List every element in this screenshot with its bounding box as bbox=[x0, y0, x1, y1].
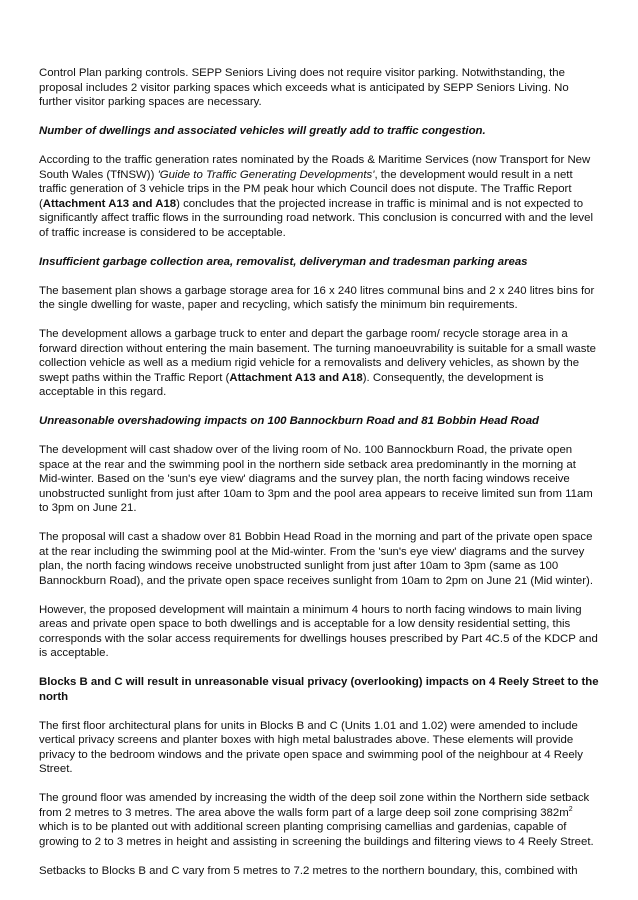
paragraph-privacy-setbacks: Setbacks to Blocks B and C vary from 5 metres to 7.2 metres to the northern boundary, this, combined with bbox=[39, 864, 578, 877]
guide-title: 'Guide to Traffic Generating Developments' bbox=[157, 168, 375, 181]
paragraph-intro: Control Plan parking controls. SEPP Seniors Living does not require visitor parking. Notwithstanding, the proposal includes 2 visitor parking spaces which exceeds what is anticipated by SEPP Seniors Living. No further visitor parking spaces are necessary. bbox=[39, 67, 569, 108]
superscript: 2 bbox=[568, 805, 573, 813]
attachment-reference: Attachment A13 and A18 bbox=[229, 371, 363, 384]
text-span: , the development would result in a nett traffic generation of 3 vehicle trips in the PM peak hour which Council does not dispute. The Traffic Report ( bbox=[39, 168, 573, 210]
text-span: ) concludes that the projected increase in traffic is minimal and is not expected to significantly affect traffic flows in the surrounding road network. This conclusion is concurred with and the level of traffic increase is considered to be acceptable. bbox=[39, 197, 593, 239]
heading-garbage-collection: Insufficient garbage collection area, removalist, deliveryman and tradesman parking areas bbox=[39, 255, 528, 268]
text-span: which is to be planted out with additional screen planting comprising camellias and gardenias, capable of growing to 2 to 3 metres in height and assisting in screening the buildings and filtering views to 4 Reely Street. bbox=[39, 821, 594, 848]
text-span: The development allows a garbage truck to enter and depart the garbage room/ recycle storage area in a forward direction without entering the main basement. The turning manoeuvrability is suitable for a small waste collection vehicle as well as a medium rigid vehicle for a removalists and delivery vehicles, as shown by the swept paths within the Traffic Report ( bbox=[39, 328, 596, 384]
heading-traffic-congestion: Number of dwellings and associated vehicles will greatly add to traffic congestion. bbox=[39, 125, 486, 137]
paragraph-shadow-bannockburn: The development will cast shadow over of the living room of No. 100 Bannockburn Road, the private open space at the rear and the swimming pool in the northern side setback area predominantly in the morning at Mid-winter. Based on the 'sun's eye view' diagrams and the survey plan, the north facing windows receive unobstructed sunlight from just after 10am to 3pm and the pool area appears to receive limited sun from 11am to 3pm on June 21. bbox=[39, 444, 593, 514]
paragraph-privacy-ground-floor bbox=[39, 791, 600, 849]
paragraph-shadow-bobbin-head: The proposal will cast a shadow over 81 Bobbin Head Road in the morning and part of the private open space at the rear including the swimming pool at the Mid-winter. From the 'sun's eye view' diagrams and the survey plan, the north facing windows receive unobstructed sunlight from just after 10am to 3pm (same as 100 Bannockburn Road), and the private open space receives sunlight from 10am to 2pm on June 21 (Mid winter). bbox=[39, 531, 594, 587]
paragraph-traffic bbox=[39, 153, 600, 240]
paragraph-garbage-bins: The basement plan shows a garbage storage area for 16 x 240 litres communal bins and 2 x 240 litres bins for the single dwelling for waste, paper and recycling, which satisfy the minimum bin requirements. bbox=[39, 284, 595, 311]
attachment-reference: Attachment A13 and A18 bbox=[42, 197, 177, 210]
text-span: According to the traffic generation rates nominated by the Roads & Maritime Services (now Transport for New South Wales (TfNSW)) bbox=[39, 154, 591, 181]
heading-visual-privacy: Blocks B and C will result in unreasonable visual privacy (overlooking) impacts on 4 Reely Street to the north bbox=[39, 676, 599, 703]
heading-overshadowing: Unreasonable overshadowing impacts on 100 Bannockburn Road and 81 Bobbin Head Road bbox=[39, 415, 540, 427]
paragraph-shadow-conclusion: However, the proposed development will maintain a minimum 4 hours to north facing windows to main living areas and private open space to both dwellings and is acceptable for a low density residential setting, this corresponds with the solar access requirements for dwellings houses prescribed by Part 4C.5 of the KDCP and is acceptable. bbox=[39, 603, 598, 659]
paragraph-garbage-truck bbox=[39, 327, 600, 400]
paragraph-privacy-first-floor: The first floor architectural plans for units in Blocks B and C (Units 1.01 and 1.02) were amended to include vertical privacy screens and planter boxes with high metal balustrades above. These elements will provide privacy to the bedroom windows and the private open space and swimming pool of the neighbour at 4 Reely Street. bbox=[39, 719, 583, 775]
text-span: The ground floor was amended by increasing the width of the deep soil zone within the Northern side setback from 2 metres to 3 metres. The area above the walls form part of a large deep soil zone comprising 382m bbox=[39, 792, 590, 819]
text-span: ). Consequently, the development is acceptable in this regard. bbox=[39, 371, 544, 398]
